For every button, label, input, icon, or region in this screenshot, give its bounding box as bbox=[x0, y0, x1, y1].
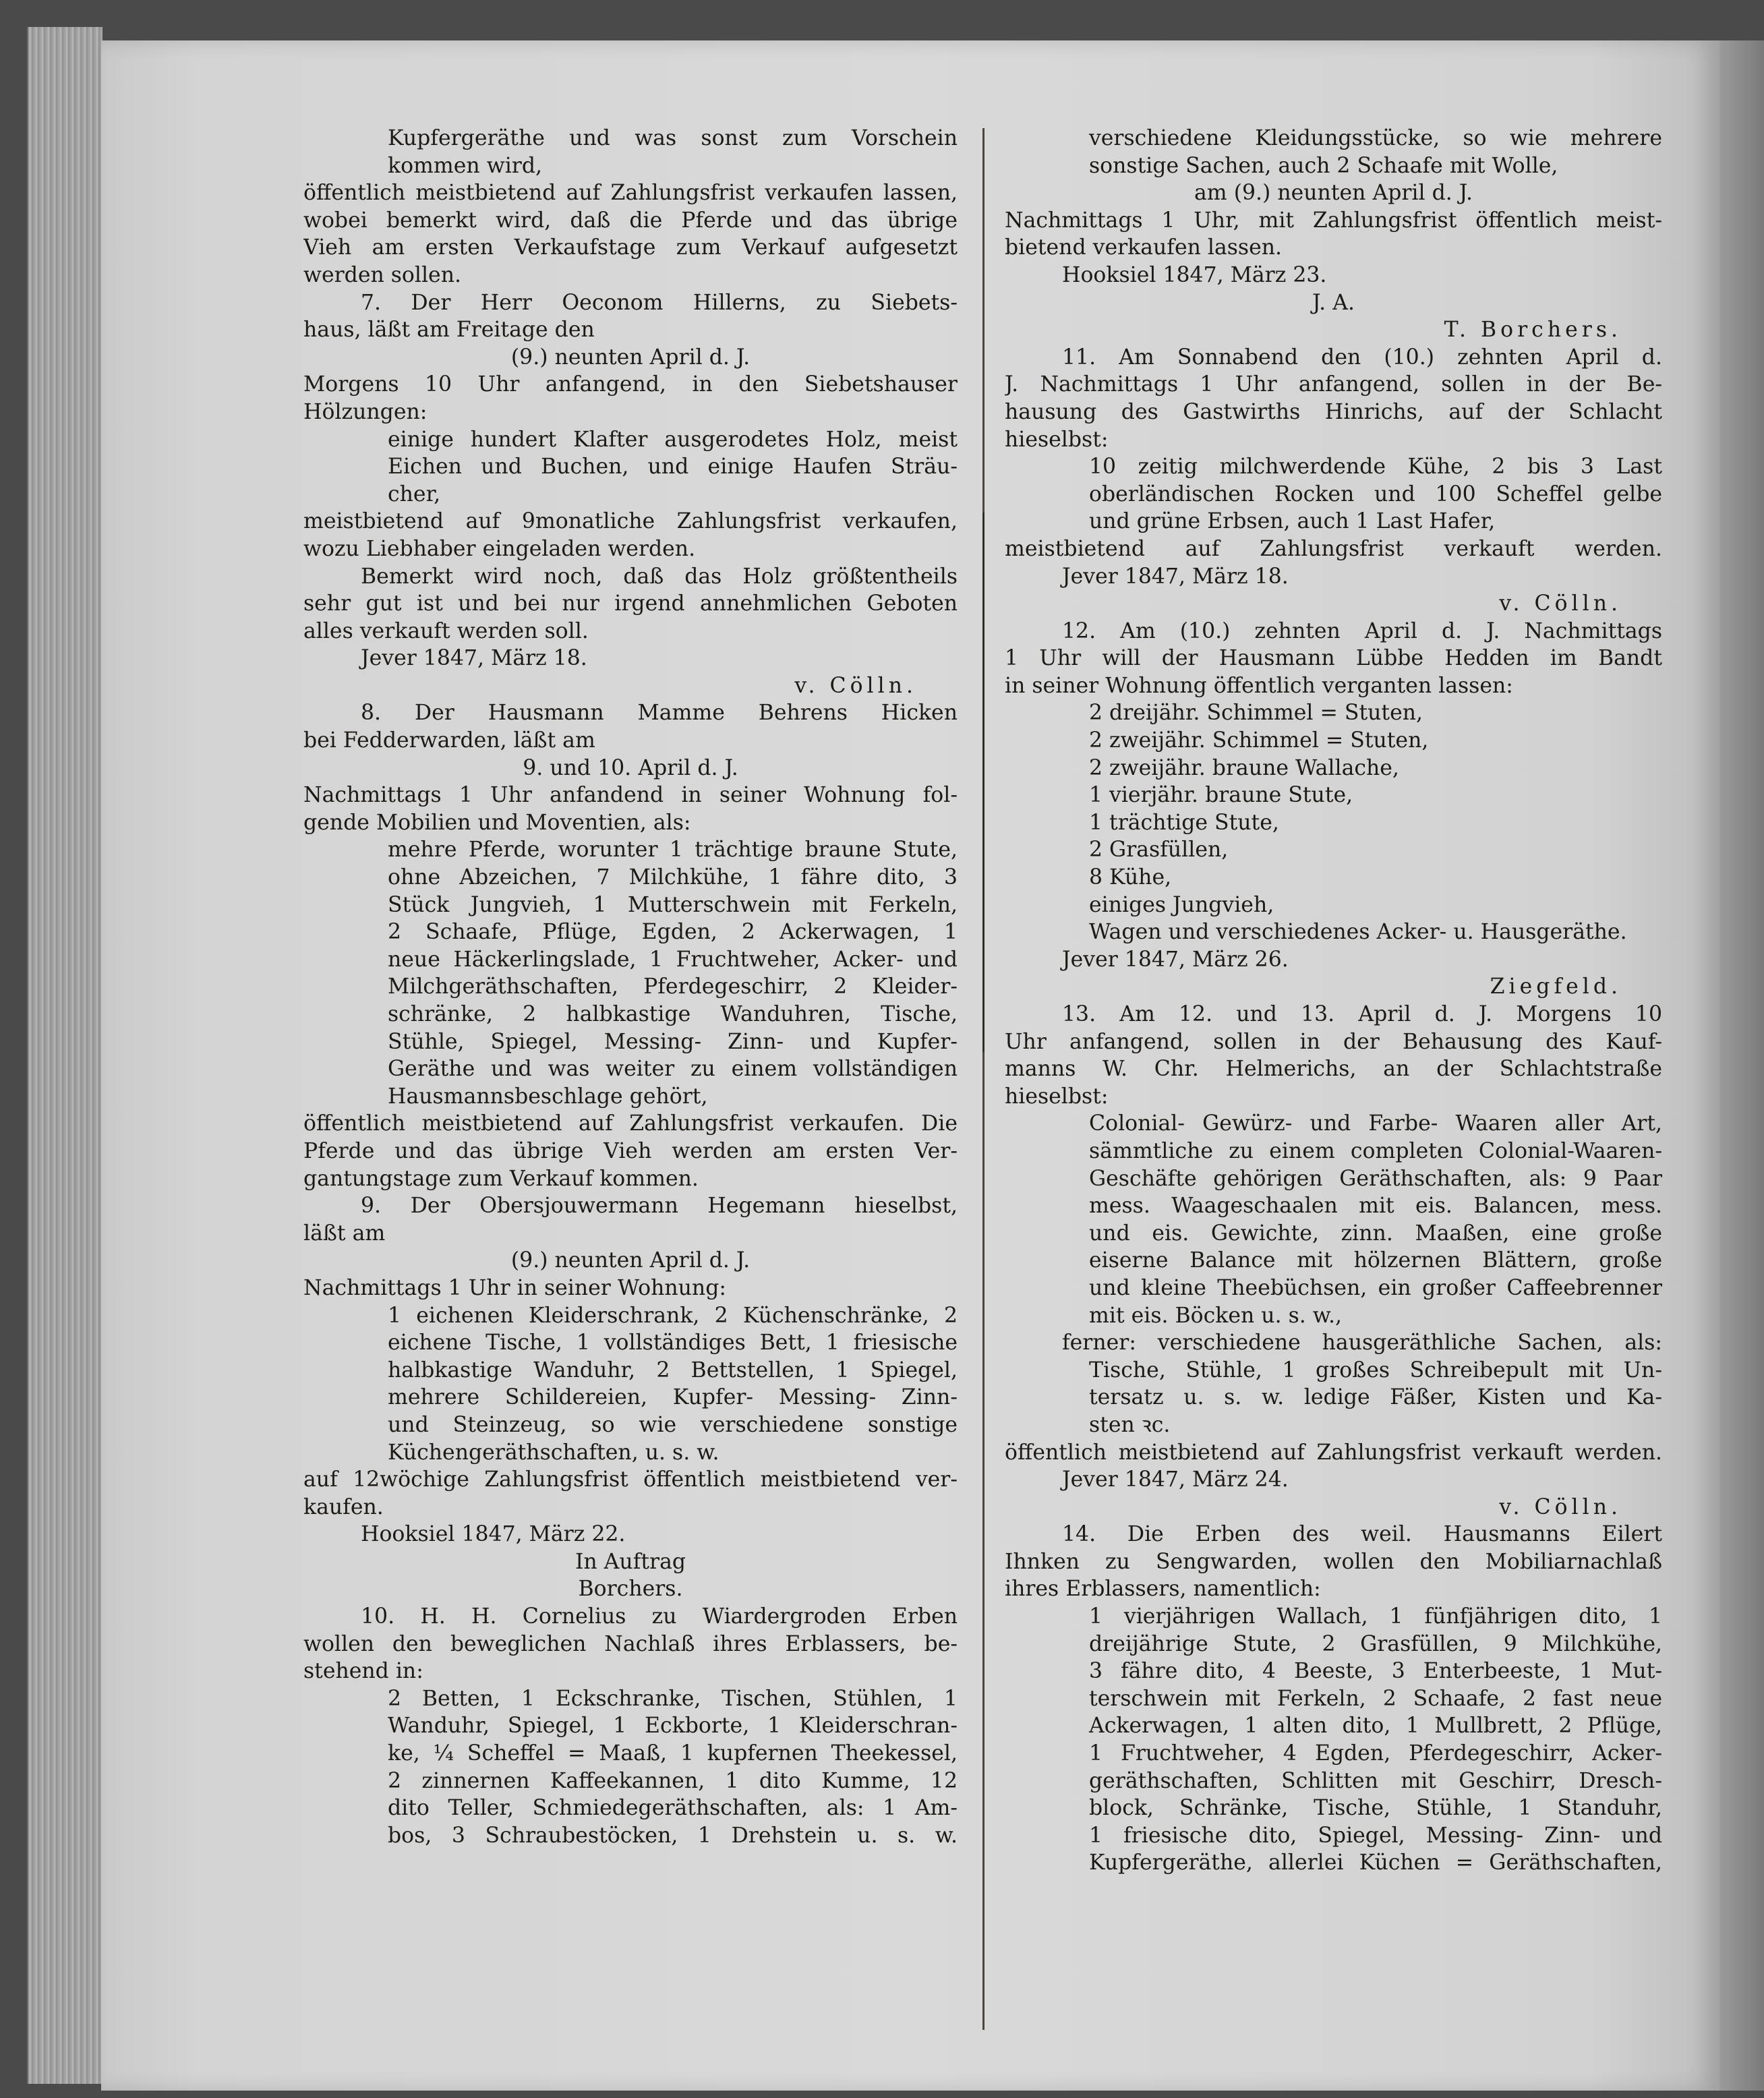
notice-8-heading: 8. Der Hausmann Mamme Behrens Hicken bbox=[361, 701, 958, 726]
text-line: meistbietend auf Zahlungsfrist verkauft werden. bbox=[1005, 536, 1662, 561]
right-column bbox=[1005, 125, 1662, 1877]
signature: v. Cölln. bbox=[1499, 591, 1622, 616]
text-line: Stühle, Spiegel, Messing- Zinn- und Kupfer- bbox=[388, 1029, 958, 1054]
text-line: halbkastige Wanduhr, 2 Bettstellen, 1 Spiegel, bbox=[388, 1358, 958, 1382]
text-line: sehr gut ist und bei nur irgend annehmlichen Geboten bbox=[303, 591, 958, 616]
text-line: 1 Fruchtweher, 4 Egden, Pferdegeschirr, Acker- bbox=[1089, 1741, 1662, 1766]
text-line: 2 zinnernen Kaffeekannen, 1 dito Kumme, 12 bbox=[388, 1768, 958, 1793]
list-item: einiges Jungvieh, bbox=[1089, 892, 1274, 917]
text-line: wobei bemerkt wird, daß die Pferde und das übrige bbox=[303, 208, 958, 233]
place-date: Jever 1847, März 24. bbox=[1062, 1467, 1289, 1492]
text-line: und eis. Gewichte, zinn. Maaßen, eine große bbox=[1089, 1221, 1662, 1246]
text-line: Stück Jungvieh, 1 Mutterschwein mit Ferkeln, bbox=[388, 892, 958, 917]
text-line: bei Fedderwarden, läßt am bbox=[303, 728, 595, 753]
notice-10-heading: 10. H. H. Cornelius zu Wiardergroden Erben bbox=[361, 1604, 958, 1629]
text-line: Bemerkt wird noch, daß das Holz größtentheils bbox=[361, 564, 958, 589]
list-item: 1 trächtige Stute, bbox=[1089, 810, 1279, 835]
place-date: Jever 1847, März 18. bbox=[361, 646, 587, 671]
list-item: 1 vierjähr. braune Stute, bbox=[1089, 783, 1353, 808]
signature: v. Cölln. bbox=[794, 673, 917, 698]
text-line: 2 Betten, 1 Eckschranke, Tischen, Stühlen, 1 bbox=[388, 1686, 958, 1711]
text-line: 3 fähre dito, 4 Beeste, 3 Enterbeeste, 1 Mut- bbox=[1089, 1659, 1662, 1684]
text-line: eichene Tische, 1 vollständiges Bett, 1 friesische bbox=[388, 1331, 958, 1356]
text-line: 10 zeitig milchwerdende Kühe, 2 bis 3 Last bbox=[1089, 455, 1662, 479]
text-line: haus, läßt am Freitage den bbox=[303, 318, 595, 343]
text-line: gantungstage zum Verkauf kommen. bbox=[303, 1166, 699, 1191]
auction-date: (9.) neunten April d. J. bbox=[510, 345, 751, 370]
text-line: und kleine Theebüchsen, ein großer Caffeebrenner bbox=[1089, 1275, 1662, 1300]
text-line: Geschäfte gehörigen Geräthschaften, als: 9 Paar bbox=[1089, 1166, 1662, 1191]
text-line: Hausmannsbeschlage gehört, bbox=[388, 1084, 708, 1109]
signature: T. Borchers. bbox=[1444, 318, 1622, 343]
place-date: Hooksiel 1847, März 22. bbox=[361, 1522, 626, 1547]
text-line: Geräthe und was weiter zu einem vollständigen bbox=[388, 1057, 958, 1082]
text-line: 2 Schaafe, Pflüge, Egden, 2 Ackerwagen, 1 bbox=[388, 920, 958, 945]
text-line: wollen den beweglichen Nachlaß ihres Erblassers, be- bbox=[303, 1631, 958, 1656]
text-line: cher, bbox=[388, 482, 441, 506]
signature: Ziegfeld. bbox=[1490, 974, 1622, 999]
text-line: geräthschaften, Schlitten mit Geschirr, Dresch- bbox=[1089, 1768, 1662, 1793]
auction-date: (9.) neunten April d. J. bbox=[510, 1248, 751, 1273]
book-page-edges bbox=[27, 27, 102, 2084]
auction-date: am (9.) neunten April d. J. bbox=[1194, 181, 1473, 206]
list-item: 2 dreijähr. Schimmel = Stuten, bbox=[1089, 701, 1423, 726]
text-line: Pferde und das übrige Vieh werden am ersten Ver- bbox=[303, 1138, 958, 1163]
text-line: alles verkauft werden soll. bbox=[303, 618, 589, 643]
text-line: 1 eichenen Kleiderschrank, 2 Küchenschränke, 2 bbox=[388, 1303, 958, 1328]
text-line: tersatz u. s. w. ledige Fäßer, Kisten und Ka- bbox=[1089, 1385, 1662, 1410]
text-line: kaufen. bbox=[303, 1494, 384, 1519]
list-item: 2 zweijähr. Schimmel = Stuten, bbox=[1089, 728, 1429, 753]
text-line: kommen wird, bbox=[388, 153, 543, 178]
text-line: block, Schränke, Tische, Stühle, 1 Standuhr, bbox=[1089, 1796, 1662, 1821]
text-line: Ihnken zu Sengwarden, wollen den Mobiliarnachlaß bbox=[1005, 1549, 1662, 1574]
notice-13-heading: 13. Am 12. und 13. April d. J. Morgens 10 bbox=[1062, 1002, 1662, 1026]
auction-date: 9. und 10. April d. J. bbox=[523, 755, 738, 780]
text-line: hieselbst: bbox=[1005, 1084, 1109, 1109]
text-line: Ackerwagen, 1 alten dito, 1 Mullbrett, 2 Pflüge, bbox=[1089, 1714, 1662, 1739]
text-line: wozu Liebhaber eingeladen werden. bbox=[303, 536, 696, 561]
facing-page-edge bbox=[1719, 40, 1764, 2091]
list-item: 2 Grasfüllen, bbox=[1089, 838, 1229, 863]
notice-14-heading: 14. Die Erben des weil. Hausmanns Eilert bbox=[1062, 1522, 1662, 1547]
place-date: Hooksiel 1847, März 23. bbox=[1062, 262, 1327, 287]
text-line: gende Mobilien und Moventien, als: bbox=[303, 810, 691, 835]
text-line: ohne Abzeichen, 7 Milchkühe, 1 fähre dito, 3 bbox=[388, 865, 958, 890]
text-line: eiserne Balance mit hölzernen Blättern, große bbox=[1089, 1248, 1662, 1273]
text-line: ferner: verschiedene hausgeräthliche Sachen, als: bbox=[1062, 1331, 1662, 1356]
text-line: Tische, Stühle, 1 großes Schreibepult mit Un- bbox=[1089, 1358, 1662, 1382]
text-line: bos, 3 Schraubestöcken, 1 Drehstein u. s. w. bbox=[388, 1823, 958, 1848]
text-line: sten ꝛc. bbox=[1089, 1412, 1171, 1437]
text-line: öffentlich meistbietend auf Zahlungsfrist verkaufen. Die bbox=[303, 1111, 958, 1136]
text-line: in seiner Wohnung öffentlich verganten lassen: bbox=[1005, 673, 1513, 698]
text-line: Küchengeräthschaften, u. s. w. bbox=[388, 1440, 719, 1465]
text-line: Uhr anfangend, sollen in der Behausung des Kauf- bbox=[1005, 1029, 1662, 1054]
text-line: 1 vierjährigen Wallach, 1 fünfjährigen dito, 1 bbox=[1089, 1604, 1662, 1629]
text-line: terschwein mit Ferkeln, 2 Schaafe, 2 fast neue bbox=[1089, 1686, 1662, 1711]
text-line: Wanduhr, Spiegel, 1 Eckborte, 1 Kleiderschran- bbox=[388, 1714, 958, 1739]
text-line: Milchgeräthschaften, Pferdegeschirr, 2 Kleider- bbox=[388, 974, 958, 999]
text-line: dito Teller, Schmiedegeräthschaften, als: 1 Am- bbox=[388, 1796, 958, 1821]
text-line: 1 Uhr will der Hausmann Lübbe Hedden im Bandt bbox=[1005, 646, 1662, 671]
column-divider-rule bbox=[982, 128, 984, 2030]
text-line: Nachmittags 1 Uhr, mit Zahlungsfrist öffentlich meist- bbox=[1005, 208, 1662, 233]
notice-12-heading: 12. Am (10.) zehnten April d. J. Nachmittags bbox=[1062, 618, 1662, 643]
text-line: hausung des Gastwirths Hinrichs, auf der Schlacht bbox=[1005, 399, 1662, 424]
text-line: und grüne Erbsen, auch 1 Last Hafer, bbox=[1089, 509, 1496, 534]
text-line: meistbietend auf 9monatliche Zahlungsfrist verkaufen, bbox=[303, 509, 958, 534]
list-item: Wagen und verschiedenes Acker- u. Hausgeräthe. bbox=[1089, 920, 1627, 945]
place-date: Jever 1847, März 18. bbox=[1062, 564, 1289, 589]
text-line: verschiedene Kleidungsstücke, so wie mehrere bbox=[1089, 126, 1662, 150]
text-line: 1 friesische dito, Spiegel, Messing- Zinn- und bbox=[1089, 1823, 1662, 1848]
commission-note: In Auftrag bbox=[575, 1549, 686, 1574]
text-line: öffentlich meistbietend auf Zahlungsfrist verkaufen lassen, bbox=[303, 181, 958, 206]
signature: Borchers. bbox=[578, 1577, 683, 1602]
text-line: sonstige Sachen, auch 2 Schaafe mit Wolle, bbox=[1089, 153, 1558, 178]
text-line: öffentlich meistbietend auf Zahlungsfrist verkauft werden. bbox=[1005, 1440, 1662, 1465]
notice-11-heading: 11. Am Sonnabend den (10.) zehnten April d. bbox=[1062, 345, 1662, 370]
text-line: Hölzungen: bbox=[303, 399, 428, 424]
text-line: neue Häckerlingslade, 1 Fruchtweher, Acker- und bbox=[388, 947, 958, 972]
text-line: läßt am bbox=[303, 1221, 386, 1246]
text-line: Kupfergeräthe, allerlei Küchen = Geräthschaften, bbox=[1089, 1851, 1662, 1875]
column-divider-rule-dark bbox=[982, 513, 984, 1052]
notice-9-heading: 9. Der Obersjouwermann Hegemann hieselbst, bbox=[361, 1194, 958, 1219]
text-line: mehre Pferde, worunter 1 trächtige braune Stute, bbox=[388, 838, 958, 863]
text-line: Nachmittags 1 Uhr anfandend in seiner Wohnung fol- bbox=[303, 783, 958, 808]
text-line: schränke, 2 halbkastige Wanduhren, Tische, bbox=[388, 1002, 958, 1026]
text-line: oberländischen Rocken und 100 Scheffel gelbe bbox=[1089, 482, 1662, 506]
text-line: werden sollen. bbox=[303, 262, 461, 287]
text-line: Morgens 10 Uhr anfangend, in den Siebetshauser bbox=[303, 372, 958, 397]
text-line: mehrere Schildereien, Kupfer- Messing- Zinn- bbox=[388, 1385, 958, 1410]
text-line: ihres Erblassers, namentlich: bbox=[1005, 1577, 1321, 1602]
text-line: J. Nachmittags 1 Uhr anfangend, sollen in der Be- bbox=[1005, 372, 1662, 397]
text-line: dreijährige Stute, 2 Grasfüllen, 9 Milchkühe, bbox=[1089, 1631, 1662, 1656]
place-date: Jever 1847, März 26. bbox=[1062, 947, 1289, 972]
notice-7-heading: 7. Der Herr Oeconom Hillerns, zu Siebets- bbox=[361, 290, 958, 315]
text-line: sämmtliche zu einem completen Colonial-Waaren- bbox=[1089, 1138, 1662, 1163]
text-line: stehend in: bbox=[303, 1659, 423, 1684]
text-line: Nachmittags 1 Uhr in seiner Wohnung: bbox=[303, 1275, 727, 1300]
list-item: 8 Kühe, bbox=[1089, 865, 1172, 890]
text-line: auf 12wöchige Zahlungsfrist öffentlich meistbietend ver- bbox=[303, 1467, 958, 1492]
text-line: mess. Waageschaalen mit eis. Balancen, mess. bbox=[1089, 1194, 1662, 1219]
text-line: und Steinzeug, so wie verschiedene sonstige bbox=[388, 1412, 958, 1437]
text-line: hieselbst: bbox=[1005, 427, 1109, 452]
list-item: 2 zweijähr. braune Wallache, bbox=[1089, 755, 1399, 780]
commission-note: J. A. bbox=[1312, 290, 1355, 315]
text-line: einige hundert Klafter ausgerodetes Holz, meist bbox=[388, 427, 958, 452]
signature: v. Cölln. bbox=[1499, 1494, 1622, 1519]
text-line: ke, ¼ Scheffel = Maaß, 1 kupfernen Theekessel, bbox=[388, 1741, 958, 1766]
text-line: Vieh am ersten Verkaufstage zum Verkauf aufgesetzt bbox=[303, 235, 958, 260]
left-column bbox=[303, 125, 958, 1849]
text-line: mit eis. Böcken u. s. w., bbox=[1089, 1303, 1343, 1328]
text-line: Eichen und Buchen, und einige Haufen Sträu- bbox=[388, 455, 958, 479]
text-line: bietend verkaufen lassen. bbox=[1005, 235, 1283, 260]
text-line: Colonial- Gewürz- und Farbe- Waaren aller Art, bbox=[1089, 1111, 1662, 1136]
text-line: manns W. Chr. Helmerichs, an der Schlachtstraße bbox=[1005, 1057, 1662, 1082]
text-line: Kupfergeräthe und was sonst zum Vorschein bbox=[388, 126, 958, 150]
